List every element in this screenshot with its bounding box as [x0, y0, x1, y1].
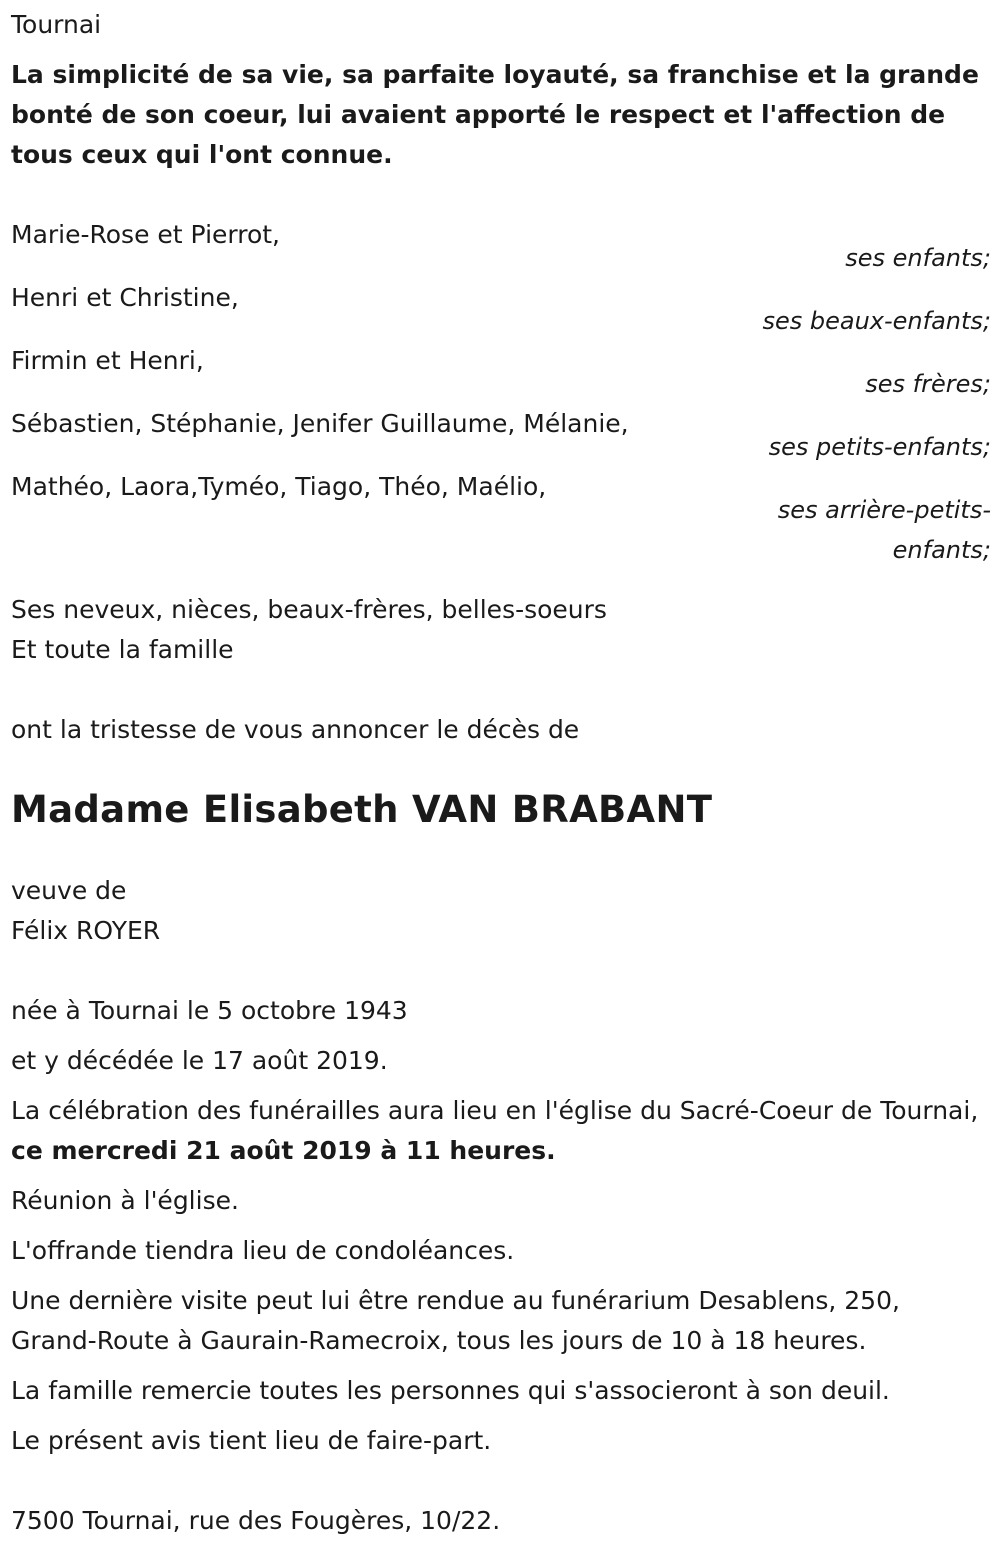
deceased-name: Madame Elisabeth VAN BRABANT: [11, 788, 713, 831]
offering-info: L'offrande tiendra lieu de condoléances.: [11, 1236, 515, 1265]
other-relatives: [11, 590, 991, 670]
family-names: Mathéo, Laora,Tyméo, Tiago, Théo, Maélio,: [11, 472, 547, 501]
family-list: [11, 215, 991, 570]
family-role-line: enfants;: [892, 536, 991, 564]
family-address: 7500 Tournai, rue des Fougères, 10/22.: [11, 1506, 501, 1535]
funeral-text: La célébration des funérailles aura lieu en l'église du Sacré-Coeur de Tournai,: [11, 1096, 979, 1125]
family-role: ses beaux-enfants;: [762, 307, 991, 335]
family-names: Marie-Rose et Pierrot,: [11, 220, 281, 249]
family-names: Firmin et Henri,: [11, 346, 204, 375]
family-role: ses enfants;: [845, 244, 991, 272]
obituary-notice: [11, 5, 991, 1541]
other-relatives-line: Ses neveux, nièces, beaux-frères, belles-soeurs: [11, 595, 607, 624]
family-role: ses petits-enfants;: [768, 433, 991, 461]
family-names: Sébastien, Stéphanie, Jenifer Guillaume, Mélanie,: [11, 409, 629, 438]
funeral-date: ce mercredi 21 août 2019 à 11 heures.: [11, 1136, 556, 1165]
family-entry: [11, 404, 991, 467]
family-role-line: ses arrière-petits-: [777, 496, 991, 524]
other-relatives-line: Et toute la famille: [11, 635, 234, 664]
family-entry: [11, 341, 991, 404]
visit-info: Une dernière visite peut lui être rendue au funérarium Desablens, 250, Grand-Route à Gaurain-Ramecroix, tous les jours de 10 à 18 heures.: [11, 1286, 900, 1355]
widow-label: veuve de: [11, 876, 127, 905]
city-heading: Tournai: [11, 10, 102, 39]
meeting-info: Réunion à l'église.: [11, 1186, 239, 1215]
memorial-quote: La simplicité de sa vie, sa parfaite loyauté, sa franchise et la grande bonté de son coeur, lui avaient apporté le respect et l'affection de tous ceux qui l'ont connue.: [11, 60, 979, 169]
notice-info: Le présent avis tient lieu de faire-part.: [11, 1426, 492, 1455]
widow-info: [11, 871, 991, 951]
birth-info: née à Tournai le 5 octobre 1943: [11, 996, 408, 1025]
announcement-text: ont la tristesse de vous annoncer le décès de: [11, 715, 580, 744]
spouse-name: Félix ROYER: [11, 916, 161, 945]
family-names: Henri et Christine,: [11, 283, 239, 312]
death-info: et y décédée le 17 août 2019.: [11, 1046, 388, 1075]
funeral-info: [11, 1091, 991, 1171]
family-entry: [11, 215, 991, 278]
funeral-details: [11, 991, 991, 1461]
family-role: ses frères;: [865, 370, 991, 398]
family-entry: [11, 278, 991, 341]
family-entry: [11, 467, 991, 570]
thanks-info: La famille remercie toutes les personnes qui s'associeront à son deuil.: [11, 1376, 890, 1405]
